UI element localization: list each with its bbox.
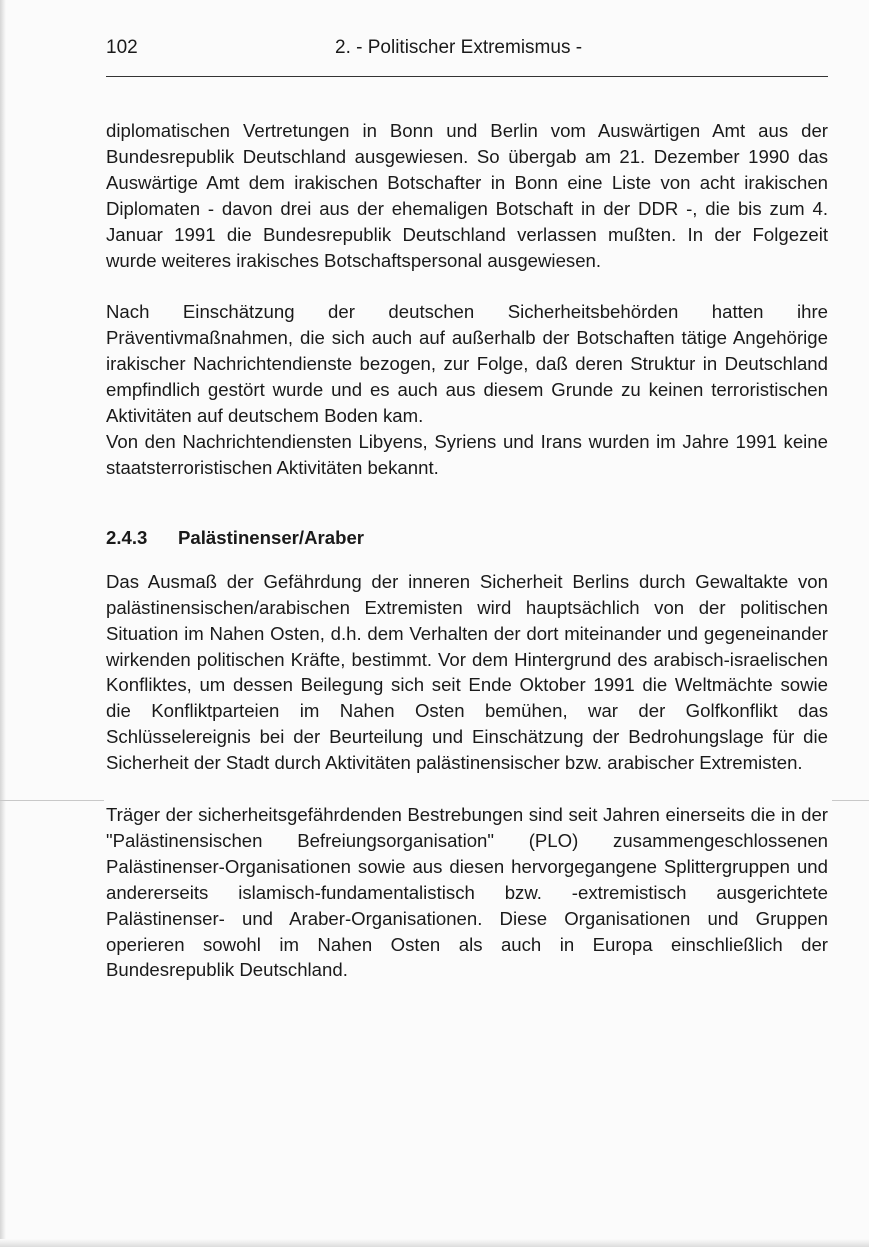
page-bottom-shadow bbox=[0, 1239, 869, 1247]
paragraph: diplomatischen Vertretungen in Bonn und Berlin vom Auswärtigen Amt aus der Bundesrepublik Deutschland ausgewiesen. So übergab am 21. Dezember 1990 das Auswärtige Amt dem irakischen Botschafter in Bonn eine Liste von acht irakischen Diplomaten - davon drei aus der ehemaligen Botschaft in der DDR -, die bis zum 4. Januar 1991 die Bundesrepublik Deutschland verlassen mußten. In der Folgezeit wurde weiteres irakisches Botschaftspersonal ausgewiesen. bbox=[106, 120, 828, 271]
paragraph: Träger der sicherheitsgefährdenden Bestrebungen sind seit Jahren einerseits die in der "Palästinensischen Befreiungsorganisation" (PLO) zusammengeschlossenen Palästinenser-Organisationen sowie aus diesen hervorgegangene Splittergruppen und andererseits islamisch-fundamentalistisch bzw. -extremistisch ausgerichtete Palästinenser- und Araber-Organisationen. Diese Organisationen und Gruppen operieren sowohl im Nahen Osten als auch in Europa einschließlich der Bundesrepublik Deutschland. bbox=[106, 804, 828, 981]
section-title: Palästinenser/Araber bbox=[178, 526, 365, 548]
header-rule bbox=[106, 76, 828, 77]
paragraph: Von den Nachrichtendiensten Libyens, Syriens und Irans wurden im Jahre 1991 keine staatsterroristischen Aktivitäten bekannt. bbox=[106, 430, 828, 478]
page-header bbox=[106, 37, 828, 63]
page-edge-shadow bbox=[0, 0, 6, 1247]
paragraph: Nach Einschätzung der deutschen Sicherheitsbehörden hatten ihre Präventivmaßnahmen, die sich auch auf außerhalb der Botschaften tätige Angehörige irakischer Nachrichtendienste bezogen, zur Folge, daß deren Struktur in Deutschland empfindlich gestört wurde und es auch aus diesem Grunde zu keinen terroristischen Aktivitäten auf deutschem Boden kam. bbox=[106, 301, 828, 427]
section-number: 2.4.3 bbox=[106, 526, 148, 548]
page-number: 102 bbox=[106, 37, 138, 58]
running-title: 2. - Politischer Extremismus - bbox=[335, 37, 583, 58]
paragraph: Das Ausmaß der Gefährdung der inneren Sicherheit Berlins durch Gewaltakte von palästinensischen/arabischen Extremisten wird hauptsächlich von der politischen Situation im Nahen Osten, d.h. dem Verhalten der dort miteinander und gegeneinander wirkenden politischen Kräfte, bestimmt. Vor dem Hintergrund des arabisch-israelischen Konfliktes, um dessen Beilegung sich seit Ende Oktober 1991 die Weltmächte sowie die Konfliktparteien im Nahen Osten bemühen, war der Golfkonflikt das Schlüsselereignis bei der Beurteilung und Einschätzung der Bedrohungslage für die Sicherheit der Stadt durch Aktivitäten palästinensischer bzw. arabischer Extremisten. bbox=[106, 570, 828, 774]
scan-artifact-line-right bbox=[832, 800, 869, 801]
page-body bbox=[106, 118, 828, 983]
section-heading bbox=[106, 525, 828, 551]
scan-artifact-line-left bbox=[0, 800, 104, 801]
